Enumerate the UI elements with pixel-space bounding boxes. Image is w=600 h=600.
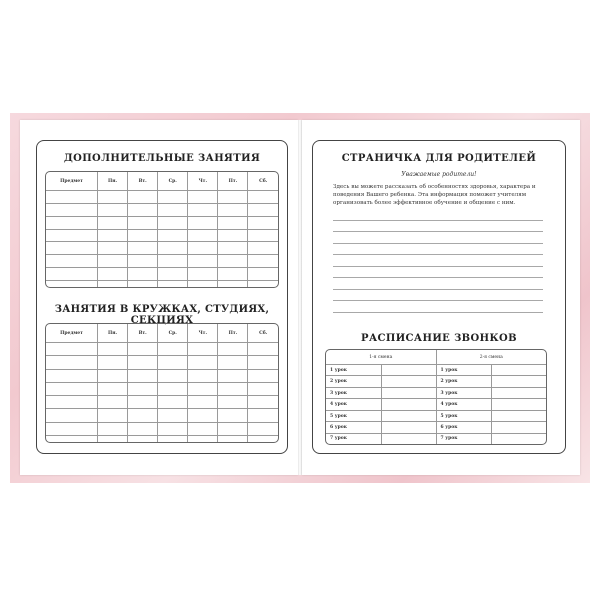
time-cell[interactable] xyxy=(491,376,546,387)
table-cell[interactable] xyxy=(158,369,188,382)
table-cell[interactable] xyxy=(188,382,218,395)
bell-schedule-table xyxy=(325,349,547,445)
table-cell[interactable] xyxy=(248,356,278,369)
note-line[interactable] xyxy=(333,232,543,244)
column-header: Предмет xyxy=(46,172,98,191)
table-cell[interactable] xyxy=(248,268,278,281)
table-cell[interactable] xyxy=(158,255,188,268)
table-cell[interactable] xyxy=(248,396,278,409)
table-cell[interactable] xyxy=(128,255,158,268)
table-row xyxy=(46,255,278,268)
table-cell[interactable] xyxy=(218,229,248,242)
column-header: Ср. xyxy=(158,324,188,343)
table-row xyxy=(46,396,278,409)
table-cell[interactable] xyxy=(188,242,218,255)
table-cell[interactable] xyxy=(128,229,158,242)
table-cell[interactable] xyxy=(248,369,278,382)
column-header: Предмет xyxy=(46,324,98,343)
table-cell[interactable] xyxy=(218,255,248,268)
left-page xyxy=(20,120,298,475)
table-row xyxy=(46,281,278,287)
table-cell[interactable] xyxy=(158,216,188,229)
note-line[interactable] xyxy=(333,255,543,267)
table-row xyxy=(326,365,546,376)
table-cell[interactable] xyxy=(98,356,128,369)
table-cell[interactable] xyxy=(248,343,278,356)
table-cell[interactable] xyxy=(248,382,278,395)
lesson-label: 2 урок xyxy=(436,376,491,387)
table-cell[interactable] xyxy=(128,409,158,422)
table-cell[interactable] xyxy=(218,422,248,435)
table-cell[interactable] xyxy=(128,242,158,255)
table-cell[interactable] xyxy=(46,203,98,216)
time-cell[interactable] xyxy=(491,365,546,376)
table-cell[interactable] xyxy=(46,216,98,229)
table-cell[interactable] xyxy=(98,281,128,287)
lesson-label: 3 урок xyxy=(436,387,491,398)
table-cell[interactable] xyxy=(98,255,128,268)
table-cell[interactable] xyxy=(218,242,248,255)
lesson-label: 5 урок xyxy=(436,410,491,421)
extra-classes-title: ДОПОЛНИТЕЛЬНЫЕ ЗАНЯТИЯ xyxy=(63,153,261,164)
table-row xyxy=(46,203,278,216)
table-cell[interactable] xyxy=(158,435,188,442)
table-cell[interactable] xyxy=(188,343,218,356)
table-cell[interactable] xyxy=(158,242,188,255)
clubs-title: ЗАНЯТИЯ В КРУЖКАХ, СТУДИЯХ, СЕКЦИЯХ xyxy=(54,304,270,326)
table-cell[interactable] xyxy=(158,396,188,409)
table-cell[interactable] xyxy=(218,203,248,216)
table-row xyxy=(46,422,278,435)
table-cell[interactable] xyxy=(128,356,158,369)
time-cell[interactable] xyxy=(491,422,546,433)
table-cell[interactable] xyxy=(158,343,188,356)
time-cell[interactable] xyxy=(381,365,436,376)
table-cell[interactable] xyxy=(128,435,158,442)
note-line[interactable] xyxy=(333,209,543,221)
table-cell[interactable] xyxy=(158,422,188,435)
table-cell[interactable] xyxy=(158,203,188,216)
table-cell[interactable] xyxy=(98,229,128,242)
table-cell[interactable] xyxy=(46,281,98,287)
parents-notes-lines xyxy=(333,209,543,313)
table-cell[interactable] xyxy=(218,435,248,442)
table-row xyxy=(326,410,546,421)
table-cell[interactable] xyxy=(248,409,278,422)
table-cell[interactable] xyxy=(218,343,248,356)
table-cell[interactable] xyxy=(218,268,248,281)
table-row xyxy=(46,435,278,442)
table-row xyxy=(326,387,546,398)
table-cell[interactable] xyxy=(188,369,218,382)
table-cell[interactable] xyxy=(46,191,98,204)
table-cell[interactable] xyxy=(46,409,98,422)
table-cell[interactable] xyxy=(218,281,248,287)
bell-schedule-title: РАСПИСАНИЕ ЗВОНКОВ xyxy=(361,333,517,344)
table-cell[interactable] xyxy=(218,369,248,382)
table-cell[interactable] xyxy=(128,422,158,435)
table-cell[interactable] xyxy=(98,435,128,442)
note-line[interactable] xyxy=(333,278,543,290)
table-cell[interactable] xyxy=(218,191,248,204)
table-cell[interactable] xyxy=(128,382,158,395)
table-row xyxy=(46,216,278,229)
note-line[interactable] xyxy=(333,221,543,233)
column-header: Ср. xyxy=(158,172,188,191)
table-cell[interactable] xyxy=(98,409,128,422)
lesson-label: 2 урок xyxy=(326,376,381,387)
table-cell[interactable] xyxy=(46,369,98,382)
table-cell[interactable] xyxy=(46,435,98,442)
table-row xyxy=(46,268,278,281)
note-line[interactable] xyxy=(333,267,543,279)
column-header: Чт. xyxy=(188,172,218,191)
table-cell[interactable] xyxy=(188,191,218,204)
table-cell[interactable] xyxy=(218,356,248,369)
table-row xyxy=(46,242,278,255)
lesson-label: 7 урок xyxy=(326,433,381,444)
table-row xyxy=(46,369,278,382)
table-cell[interactable] xyxy=(248,242,278,255)
table-cell[interactable] xyxy=(46,422,98,435)
table-cell[interactable] xyxy=(128,369,158,382)
right-page xyxy=(302,120,580,475)
table-cell[interactable] xyxy=(46,396,98,409)
column-header: Вт. xyxy=(128,172,158,191)
table-cell[interactable] xyxy=(218,396,248,409)
lesson-label: 1 урок xyxy=(436,365,491,376)
table-cell[interactable] xyxy=(188,422,218,435)
table-cell[interactable] xyxy=(248,191,278,204)
column-header: Сб. xyxy=(248,172,278,191)
time-cell[interactable] xyxy=(491,433,546,444)
table-cell[interactable] xyxy=(218,382,248,395)
table-cell[interactable] xyxy=(158,356,188,369)
lesson-label: 5 урок xyxy=(326,410,381,421)
table-cell[interactable] xyxy=(188,268,218,281)
lesson-label: 4 урок xyxy=(326,399,381,410)
table-cell[interactable] xyxy=(128,281,158,287)
table-row xyxy=(326,376,546,387)
table-cell[interactable] xyxy=(98,422,128,435)
parents-intro-text: Здесь вы можете рассказать об особенностях здоровья, характера и поведения Вашего ребенка. Эта информация поможет учителям организовать более эффективное обучение и общение с ним. xyxy=(333,184,536,206)
table-cell[interactable] xyxy=(188,435,218,442)
table-cell[interactable] xyxy=(248,216,278,229)
table-cell[interactable] xyxy=(46,229,98,242)
column-header: Пт. xyxy=(218,324,248,343)
time-cell[interactable] xyxy=(381,387,436,398)
table-cell[interactable] xyxy=(158,409,188,422)
lesson-label: 6 урок xyxy=(326,422,381,433)
table-cell[interactable] xyxy=(188,216,218,229)
table-cell[interactable] xyxy=(128,203,158,216)
column-header: Пт. xyxy=(218,172,248,191)
table-cell[interactable] xyxy=(248,255,278,268)
time-cell[interactable] xyxy=(381,422,436,433)
table-row xyxy=(46,229,278,242)
time-cell[interactable] xyxy=(381,433,436,444)
parents-greeting: Уважаемые родители! xyxy=(401,171,477,178)
table-cell[interactable] xyxy=(98,382,128,395)
table-cell[interactable] xyxy=(98,268,128,281)
table-cell[interactable] xyxy=(248,422,278,435)
time-cell[interactable] xyxy=(491,410,546,421)
table-cell[interactable] xyxy=(128,268,158,281)
lesson-label: 3 урок xyxy=(326,387,381,398)
table-cell[interactable] xyxy=(128,216,158,229)
left-page-frame xyxy=(36,140,288,454)
table-row xyxy=(46,191,278,204)
column-header: Вт. xyxy=(128,324,158,343)
table-cell[interactable] xyxy=(248,281,278,287)
clubs-table xyxy=(45,323,279,443)
table-cell[interactable] xyxy=(128,343,158,356)
table-cell[interactable] xyxy=(98,191,128,204)
shift-2-header: 2-я смена xyxy=(436,350,546,365)
table-cell[interactable] xyxy=(188,229,218,242)
table-cell[interactable] xyxy=(46,255,98,268)
table-cell[interactable] xyxy=(218,216,248,229)
table-cell[interactable] xyxy=(188,203,218,216)
parents-page-title: СТРАНИЧКА ДЛЯ РОДИТЕЛЕЙ xyxy=(341,153,537,164)
time-cell[interactable] xyxy=(491,387,546,398)
table-cell[interactable] xyxy=(46,382,98,395)
table-cell[interactable] xyxy=(98,203,128,216)
table-cell[interactable] xyxy=(248,229,278,242)
table-cell[interactable] xyxy=(98,343,128,356)
right-page-frame xyxy=(312,140,566,454)
table-cell[interactable] xyxy=(158,191,188,204)
lesson-label: 1 урок xyxy=(326,365,381,376)
table-cell[interactable] xyxy=(98,216,128,229)
lesson-label: 7 урок xyxy=(436,433,491,444)
table-cell[interactable] xyxy=(158,268,188,281)
table-cell[interactable] xyxy=(128,191,158,204)
table-cell[interactable] xyxy=(188,255,218,268)
table-cell[interactable] xyxy=(248,435,278,442)
time-cell[interactable] xyxy=(381,399,436,410)
table-cell[interactable] xyxy=(98,369,128,382)
table-cell[interactable] xyxy=(46,242,98,255)
time-cell[interactable] xyxy=(381,410,436,421)
table-row xyxy=(326,433,546,444)
table-cell[interactable] xyxy=(98,242,128,255)
column-header: Чт. xyxy=(188,324,218,343)
table-row xyxy=(46,409,278,422)
time-cell[interactable] xyxy=(381,376,436,387)
table-cell[interactable] xyxy=(46,356,98,369)
table-cell[interactable] xyxy=(218,409,248,422)
extra-classes-table xyxy=(45,171,279,288)
lesson-label: 6 урок xyxy=(436,422,491,433)
table-cell[interactable] xyxy=(128,396,158,409)
note-line[interactable] xyxy=(333,301,543,313)
note-line[interactable] xyxy=(333,290,543,302)
table-row xyxy=(326,399,546,410)
table-cell[interactable] xyxy=(188,281,218,287)
table-row xyxy=(46,343,278,356)
table-row xyxy=(46,382,278,395)
table-cell[interactable] xyxy=(188,409,218,422)
column-header: Сб. xyxy=(248,324,278,343)
table-row xyxy=(326,422,546,433)
table-cell[interactable] xyxy=(188,356,218,369)
shift-1-header: 1-я смена xyxy=(326,350,436,365)
table-cell[interactable] xyxy=(46,268,98,281)
table-cell[interactable] xyxy=(188,396,218,409)
table-cell[interactable] xyxy=(98,396,128,409)
lesson-label: 4 урок xyxy=(436,399,491,410)
table-cell[interactable] xyxy=(158,382,188,395)
table-row xyxy=(46,356,278,369)
time-cell[interactable] xyxy=(491,399,546,410)
column-header: Пн. xyxy=(98,172,128,191)
column-header: Пн. xyxy=(98,324,128,343)
table-cell[interactable] xyxy=(46,343,98,356)
table-cell[interactable] xyxy=(158,281,188,287)
table-cell[interactable] xyxy=(248,203,278,216)
table-cell[interactable] xyxy=(158,229,188,242)
note-line[interactable] xyxy=(333,244,543,256)
